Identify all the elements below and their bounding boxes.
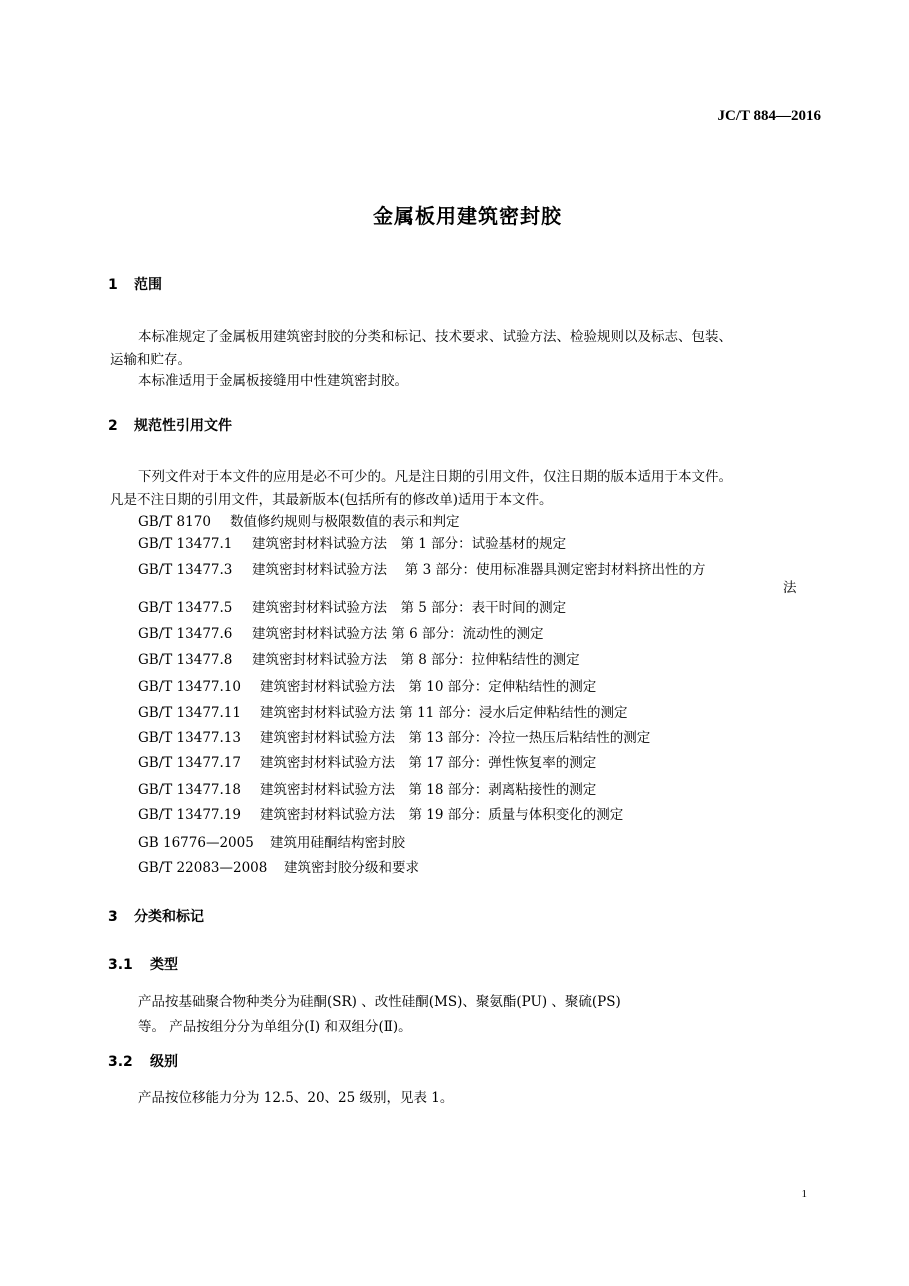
section-3-1-line-2: 等。 产品按组分分为单组分(I) 和双组分(Ⅱ)。 (138, 1019, 412, 1035)
reference-code: GB/T 13477.1 (138, 536, 233, 552)
section-3-2-line-1: 产品按位移能力分为 12.5、20、25 级别，见表 1。 (138, 1090, 454, 1106)
section-number: 3 (108, 909, 118, 925)
section-title: 级别 (150, 1054, 178, 1070)
reference-item (138, 622, 543, 642)
reference-title: 建筑密封材料试验方法 第 1 部分：试验基材的规定 (252, 536, 567, 552)
reference-title: 建筑密封胶分级和要求 (284, 860, 419, 876)
section-3-1-line-1: 产品按基础聚合物种类分为硅酮(SR) 、改性硅酮(MS)、聚氨酯(PU) 、聚硫(PS) (138, 994, 621, 1010)
section-1-paragraph-1-line-1: 本标准规定了金属板用建筑密封胶的分类和标记、技术要求、试验方法、检验规则以及标志、包装、 (138, 329, 732, 345)
reference-item (138, 558, 705, 578)
reference-code: GB/T 13477.8 (138, 652, 233, 668)
reference-title: 数值修约规则与极限数值的表示和判定 (230, 514, 460, 530)
reference-title: 建筑密封材料试验方法 第 6 部分：流动性的测定 (252, 626, 544, 642)
reference-code: GB/T 13477.6 (138, 626, 233, 642)
section-3-2-heading (108, 1051, 178, 1071)
reference-item (138, 751, 596, 771)
reference-item (138, 831, 405, 851)
reference-title: 建筑密封材料试验方法 第 18 部分：剥离粘接性的测定 (260, 782, 597, 798)
reference-title: 建筑密封材料试验方法 第 8 部分：拉伸粘结性的测定 (252, 652, 580, 668)
document-title: 金属板用建筑密封胶 (373, 204, 562, 228)
section-2-paragraph-line-2: 凡是不注日期的引用文件，其最新版本(包括所有的修改单)适用于本文件。 (110, 492, 553, 508)
reference-code: GB/T 13477.19 (138, 807, 241, 823)
section-title: 分类和标记 (134, 909, 204, 925)
reference-item (138, 856, 419, 876)
section-title: 类型 (150, 957, 178, 973)
reference-title: 建筑密封材料试验方法 第 10 部分：定伸粘结性的测定 (260, 679, 597, 695)
reference-title: 建筑密封材料试验方法 第 3 部分：使用标准器具测定密封材料挤出性的方 (252, 562, 706, 578)
reference-title: 建筑密封材料试验方法 第 13 部分：冷拉一热压后粘结性的测定 (260, 730, 651, 746)
section-number: 3.1 (108, 957, 133, 973)
section-number: 2 (108, 418, 118, 434)
reference-title: 建筑密封材料试验方法 第 5 部分：表干时间的测定 (252, 600, 567, 616)
standard-code: JC/T 884—2016 (717, 108, 821, 124)
reference-code: GB/T 13477.10 (138, 679, 241, 695)
reference-title: 建筑用硅酮结构密封胶 (270, 835, 405, 851)
section-number: 1 (108, 277, 118, 293)
reference-item (138, 803, 623, 823)
page-number: 1 (801, 1188, 807, 1200)
reference-item (138, 778, 596, 798)
reference-title: 建筑密封材料试验方法 第 17 部分：弹性恢复率的测定 (260, 755, 597, 771)
reference-code: GB/T 13477.17 (138, 755, 241, 771)
section-1-paragraph-2: 本标准适用于金属板接缝用中性建筑密封胶。 (138, 373, 408, 389)
section-2-heading (108, 415, 232, 435)
reference-item (138, 596, 566, 616)
reference-code: GB 16776—2005 (138, 835, 254, 851)
reference-item (138, 532, 566, 552)
section-title: 规范性引用文件 (134, 418, 232, 434)
reference-title-wrap: 法 (783, 580, 797, 596)
reference-code: GB/T 8170 (138, 514, 211, 530)
reference-item (138, 726, 650, 746)
reference-code: GB/T 13477.3 (138, 562, 233, 578)
section-number: 3.2 (108, 1054, 133, 1070)
reference-item (138, 701, 628, 721)
section-2-paragraph-line-1: 下列文件对于本文件的应用是必不可少的。凡是注日期的引用文件，仅注日期的版本适用于本文件。 (138, 469, 732, 485)
section-1-heading (108, 274, 162, 294)
reference-code: GB/T 13477.18 (138, 782, 241, 798)
reference-title: 建筑密封材料试验方法 第 19 部分：质量与体积变化的测定 (260, 807, 624, 823)
reference-title: 建筑密封材料试验方法 第 11 部分：浸水后定伸粘结性的测定 (260, 705, 628, 721)
reference-code: GB/T 22083—2008 (138, 860, 268, 876)
section-3-heading (108, 906, 204, 926)
reference-code: GB/T 13477.5 (138, 600, 233, 616)
section-3-1-heading (108, 954, 178, 974)
reference-item (138, 675, 596, 695)
reference-code: GB/T 13477.11 (138, 705, 241, 721)
section-title: 范围 (134, 277, 162, 293)
reference-code: GB/T 13477.13 (138, 730, 241, 746)
reference-item (138, 648, 580, 668)
reference-item (138, 510, 460, 530)
section-1-paragraph-1-line-2: 运输和贮存。 (110, 352, 191, 368)
